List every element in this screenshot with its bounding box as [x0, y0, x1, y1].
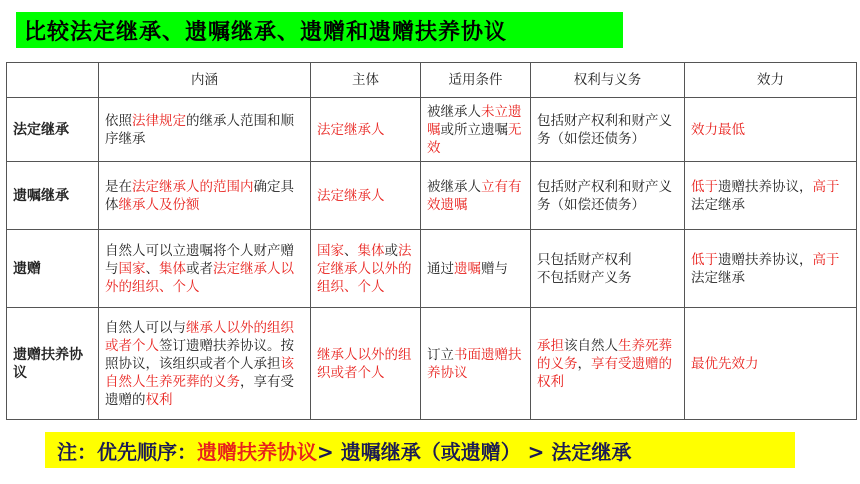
cell-text: 通过: [427, 260, 454, 277]
table-row: [7, 162, 857, 230]
cell-effect: [685, 162, 857, 230]
cell-rights-duties: [531, 162, 685, 230]
cell-text: 遗赠扶养协议，: [718, 178, 813, 195]
cell-subject: [311, 162, 421, 230]
cell-text: 承担: [537, 337, 564, 354]
cell-meaning: [99, 98, 311, 162]
comparison-table: [6, 62, 857, 420]
header-subject: 主体: [311, 63, 421, 98]
cell-text: 集体: [357, 242, 385, 259]
cell-text: 是在: [105, 178, 132, 195]
table-row: [7, 98, 857, 162]
cell-text: 确定具体: [105, 178, 294, 213]
cell-text: ，享有受遗赠的: [105, 373, 294, 408]
cell-text: 未立遗嘱: [427, 103, 522, 138]
cell-meaning: [99, 230, 311, 308]
cell-text: 遗赠扶养协议，: [718, 251, 813, 268]
cell-text: 该自然人生养死葬的义务: [105, 355, 294, 390]
cell-text: 法定继承: [691, 196, 745, 213]
cell-effect: [685, 230, 857, 308]
cell-text: 书面遗赠扶养协议: [427, 346, 522, 381]
header-empty: [7, 63, 99, 98]
table-row: [7, 230, 857, 308]
cell-text: 无效: [427, 121, 522, 156]
cell-text: 被继承人: [427, 178, 481, 195]
cell-text: 高于: [812, 251, 840, 268]
cell-text: 继承人及份额: [118, 196, 200, 213]
cell-text: 遗嘱: [454, 260, 481, 277]
cell-text: ，: [577, 355, 591, 372]
cell-conditions: [421, 98, 531, 162]
cell-text: 只包括财产权利 不包括财产义务: [537, 251, 632, 286]
header-rights-duties: 权利与义务: [531, 63, 685, 98]
cell-text: 法定继承人: [317, 121, 385, 138]
cell-conditions: [421, 230, 531, 308]
cell-text: 国家: [317, 242, 344, 259]
cell-text: 依照: [105, 112, 132, 129]
note-highlight: 遗赠扶养协议: [197, 439, 317, 464]
cell-text: 自然人可以与: [105, 319, 186, 336]
title-banner: [16, 12, 623, 48]
row-heading: 遗嘱继承: [7, 162, 99, 230]
cell-meaning: [99, 162, 311, 230]
cell-text: 低于: [691, 178, 718, 195]
cell-text: 低于: [691, 251, 718, 268]
cell-text: 该自然人: [564, 337, 618, 354]
cell-text: 法定继承人的范围内: [132, 178, 254, 195]
table-header-row: [7, 63, 857, 98]
cell-text: 包括财产权利和财产义务（如偿还债务）: [537, 178, 672, 213]
table-row: [7, 308, 857, 420]
cell-text: 高于: [812, 178, 840, 195]
cell-subject: [311, 98, 421, 162]
cell-text: 国家: [118, 260, 146, 277]
cell-text: 、: [145, 260, 159, 277]
note-rest: > 遗嘱继承（或遗赠） > 法定继承: [317, 439, 632, 464]
cell-text: 法定继承人: [317, 187, 385, 204]
page-title: 比较法定继承、遗嘱继承、遗赠和遗赠扶养协议: [24, 19, 508, 45]
row-heading: 遗赠: [7, 230, 99, 308]
cell-text: 、: [344, 242, 358, 259]
cell-text: 包括财产权利和财产义务（如偿还债务）: [537, 112, 672, 147]
cell-text: 或者: [186, 260, 213, 277]
cell-text: 被继承人: [427, 103, 481, 120]
cell-text: 的继承人范围和顺序继承: [105, 112, 294, 147]
cell-conditions: [421, 162, 531, 230]
priority-note: [45, 432, 795, 468]
cell-text: 权利: [145, 391, 173, 408]
cell-meaning: [99, 308, 311, 420]
cell-rights-duties: [531, 230, 685, 308]
cell-text: 继承人以外的组织或者个人: [105, 319, 294, 354]
cell-effect: [685, 98, 857, 162]
header-effect: 效力: [685, 63, 857, 98]
cell-text: 订立: [427, 346, 454, 363]
cell-text: 立有有效遗嘱: [427, 178, 522, 213]
cell-text: 享有受遗赠的权利: [537, 355, 672, 390]
cell-rights-duties: [531, 308, 685, 420]
cell-subject: [311, 230, 421, 308]
cell-text: 生养死葬的义务: [537, 337, 672, 372]
row-heading: 遗赠扶养协议: [7, 308, 99, 420]
cell-text: 继承人以外的组织或者个人: [317, 346, 412, 381]
cell-text: 集体: [159, 260, 186, 277]
cell-subject: [311, 308, 421, 420]
cell-rights-duties: [531, 98, 685, 162]
cell-text: 或所立遗嘱: [440, 121, 508, 138]
cell-text: 或: [384, 242, 398, 259]
note-prefix: 注：优先顺序：: [57, 439, 197, 464]
cell-text: 赠与: [481, 260, 508, 277]
row-heading: 法定继承: [7, 98, 99, 162]
cell-effect: [685, 308, 857, 420]
cell-text: 法律规定: [132, 112, 186, 129]
cell-conditions: [421, 308, 531, 420]
cell-text: 法定继承人以外的组织、个人: [317, 242, 412, 295]
cell-text: 法定继承: [691, 269, 745, 286]
header-meaning: 内涵: [99, 63, 311, 98]
header-conditions: 适用条件: [421, 63, 531, 98]
cell-text: 效力最低: [691, 121, 745, 138]
cell-text: 自然人可以立遗嘱将个人财产赠与: [105, 242, 294, 277]
cell-text: 签订遗赠扶养协议。按照协议，该组织或者个人承担: [105, 337, 294, 372]
cell-text: 法定继承人以外的组织、个人: [105, 260, 294, 295]
cell-text: 最优先效力: [691, 355, 759, 372]
